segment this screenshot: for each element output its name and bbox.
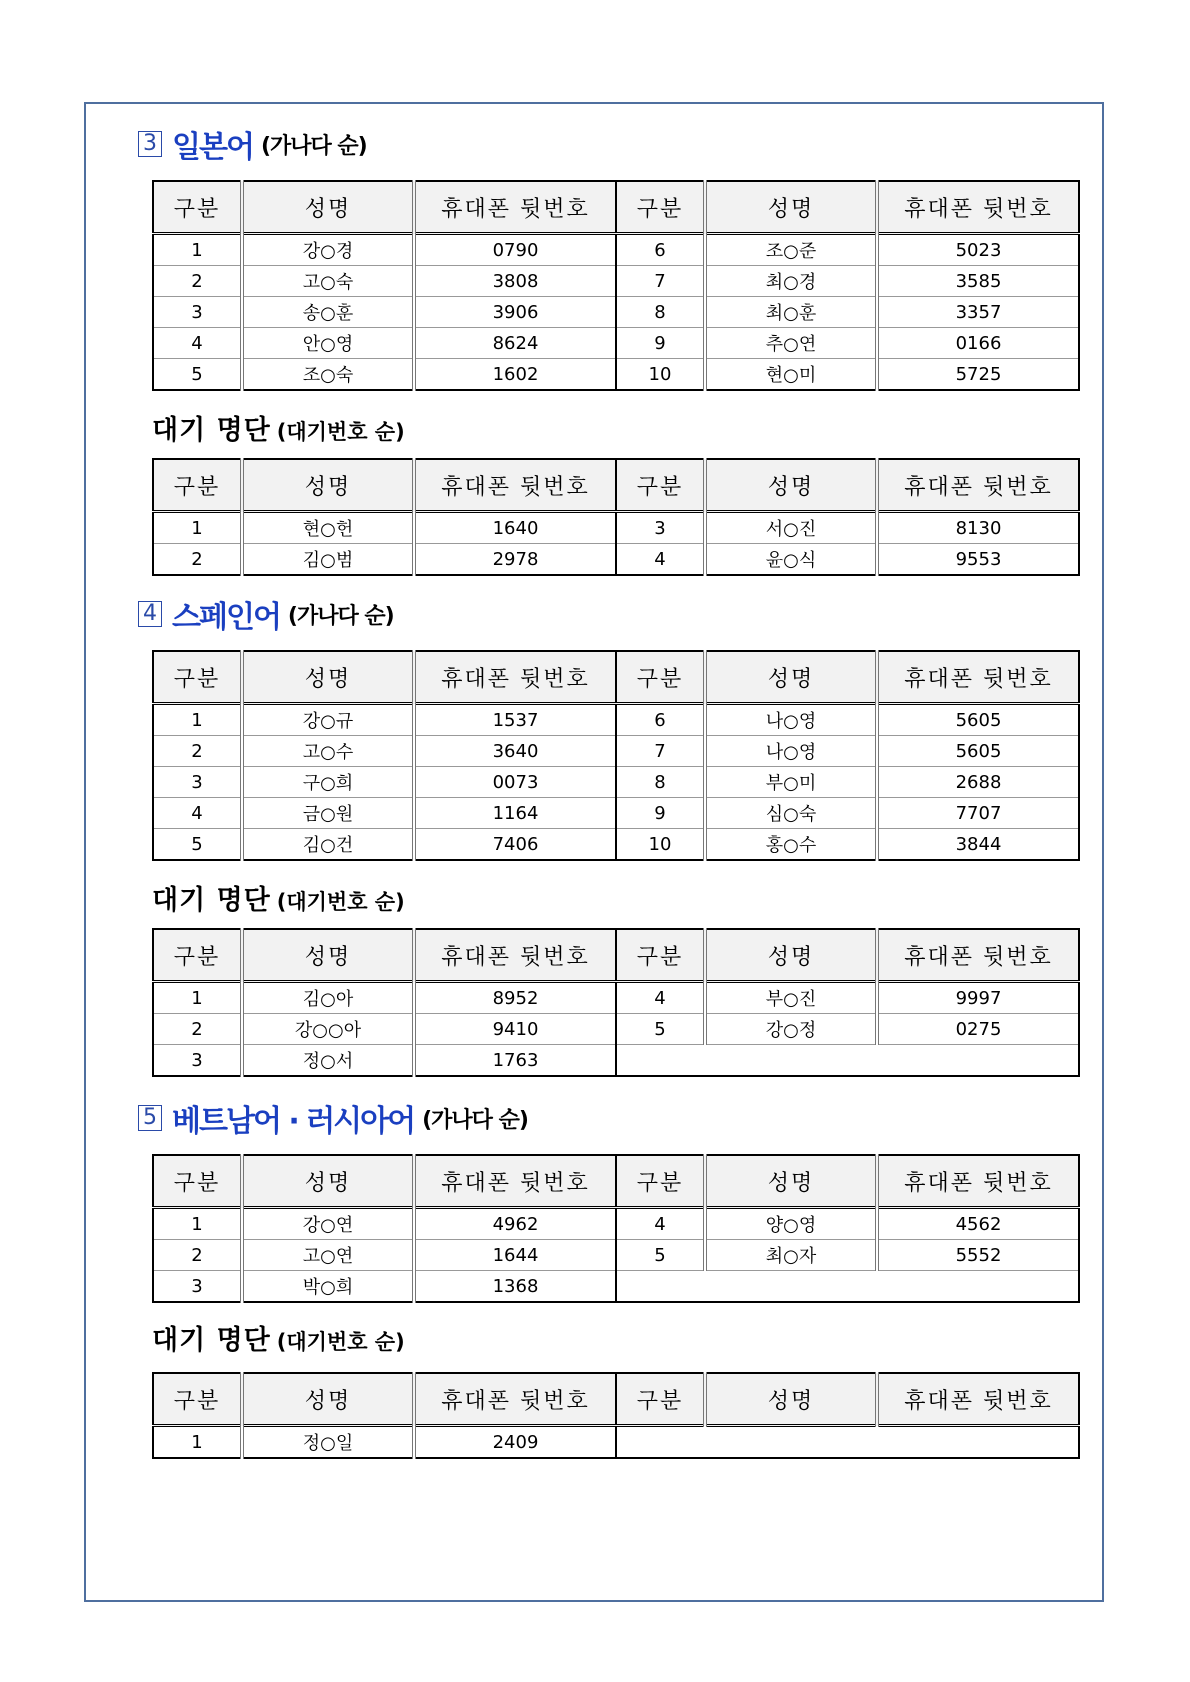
phone-suffix-cell: 5605 (877, 736, 1079, 767)
section-title-japanese (138, 124, 367, 164)
name-cell: 나○영 (705, 704, 877, 736)
name-cell: 부○진 (705, 982, 877, 1014)
column-header: 휴대폰 뒷번호 (414, 181, 616, 234)
phone-suffix-cell: 9410 (414, 1014, 616, 1045)
column-header: 성명 (242, 929, 414, 982)
name-cell: 조○준 (705, 234, 877, 266)
japanese-table (152, 180, 1080, 391)
row-number (616, 1045, 1079, 1077)
vietnamese-russian-table (152, 1154, 1080, 1303)
table-row (153, 1208, 1079, 1240)
row-number: 3 (153, 767, 242, 798)
section-name: 베트남어 · 러시아어 (172, 1104, 415, 1139)
waitlist-label: 대기 명단 (152, 885, 271, 916)
row-number: 2 (153, 1014, 242, 1045)
table-row (153, 736, 1079, 767)
table-row (153, 704, 1079, 736)
column-header: 휴대폰 뒷번호 (877, 1155, 1079, 1208)
name-cell: 고○수 (242, 736, 414, 767)
waitlist-sort-note: (대기번호 순) (276, 420, 405, 444)
column-header: 구분 (616, 459, 705, 512)
column-header: 구분 (153, 1373, 242, 1426)
column-header: 성명 (242, 1373, 414, 1426)
name-cell: 추○연 (705, 328, 877, 359)
phone-suffix-cell: 2409 (414, 1426, 616, 1459)
phone-suffix-cell: 1763 (414, 1045, 616, 1077)
row-number: 4 (616, 544, 705, 576)
phone-suffix-cell: 3357 (877, 297, 1079, 328)
row-number: 10 (616, 359, 705, 391)
row-number: 2 (153, 1240, 242, 1271)
name-cell: 김○건 (242, 829, 414, 861)
row-number: 10 (616, 829, 705, 861)
column-header: 휴대폰 뒷번호 (877, 651, 1079, 704)
name-cell: 서○진 (705, 512, 877, 544)
section-sort-note: (가나다 순) (287, 603, 394, 629)
table-row (153, 1271, 1079, 1303)
name-cell: 정○서 (242, 1045, 414, 1077)
row-number: 6 (616, 704, 705, 736)
vietnamese-russian-waitlist-table (152, 1372, 1080, 1459)
table-row (153, 982, 1079, 1014)
phone-suffix-cell: 9997 (877, 982, 1079, 1014)
column-header: 성명 (705, 181, 877, 234)
name-cell: 최○자 (705, 1240, 877, 1271)
row-number: 1 (153, 704, 242, 736)
phone-suffix-cell: 0073 (414, 767, 616, 798)
phone-suffix-cell: 5605 (877, 704, 1079, 736)
column-header: 휴대폰 뒷번호 (877, 929, 1079, 982)
phone-suffix-cell: 1640 (414, 512, 616, 544)
table-header-row (153, 929, 1079, 982)
waitlist-label: 대기 명단 (152, 1325, 271, 1356)
column-header: 성명 (705, 651, 877, 704)
name-cell: 최○경 (705, 266, 877, 297)
phone-suffix-cell: 7406 (414, 829, 616, 861)
table-row (153, 1045, 1079, 1077)
phone-suffix-cell: 1644 (414, 1240, 616, 1271)
row-number: 1 (153, 234, 242, 266)
phone-suffix-cell: 8130 (877, 512, 1079, 544)
section-number: 4 (138, 601, 162, 627)
row-number: 1 (153, 1208, 242, 1240)
section-name: 스페인어 (172, 600, 280, 635)
column-header: 구분 (153, 651, 242, 704)
column-header: 성명 (242, 651, 414, 704)
name-cell: 송○훈 (242, 297, 414, 328)
spanish-waitlist-table (152, 928, 1080, 1077)
row-number: 4 (616, 1208, 705, 1240)
phone-suffix-cell: 0166 (877, 328, 1079, 359)
row-number: 2 (153, 544, 242, 576)
table-row (153, 829, 1079, 861)
row-number: 3 (153, 1271, 242, 1303)
section-number: 3 (138, 131, 162, 157)
column-header: 휴대폰 뒷번호 (414, 1155, 616, 1208)
row-number: 5 (153, 829, 242, 861)
column-header: 구분 (616, 1373, 705, 1426)
name-cell: 심○숙 (705, 798, 877, 829)
name-cell: 홍○수 (705, 829, 877, 861)
name-cell: 양○영 (705, 1208, 877, 1240)
column-header: 휴대폰 뒷번호 (414, 651, 616, 704)
name-cell: 현○헌 (242, 512, 414, 544)
phone-suffix-cell: 9553 (877, 544, 1079, 576)
section-title-vietnamese-russian (138, 1098, 528, 1138)
phone-suffix-cell: 0790 (414, 234, 616, 266)
name-cell: 강○정 (705, 1014, 877, 1045)
row-number (616, 1271, 1079, 1303)
name-cell: 금○원 (242, 798, 414, 829)
table-row (153, 1426, 1079, 1459)
row-number: 5 (616, 1240, 705, 1271)
name-cell: 고○숙 (242, 266, 414, 297)
spanish-table (152, 650, 1080, 861)
row-number (616, 1426, 1079, 1459)
name-cell: 조○숙 (242, 359, 414, 391)
phone-suffix-cell: 8952 (414, 982, 616, 1014)
name-cell: 정○일 (242, 1426, 414, 1459)
phone-suffix-cell: 5552 (877, 1240, 1079, 1271)
name-cell: 김○범 (242, 544, 414, 576)
column-header: 성명 (705, 929, 877, 982)
section-title-spanish (138, 594, 394, 634)
phone-suffix-cell: 2688 (877, 767, 1079, 798)
waitlist-label: 대기 명단 (152, 415, 271, 446)
name-cell: 최○훈 (705, 297, 877, 328)
row-number: 1 (153, 1426, 242, 1459)
phone-suffix-cell: 1602 (414, 359, 616, 391)
waitlist-title-vietnamese-russian (152, 1318, 405, 1357)
section-name: 일본어 (172, 130, 253, 165)
name-cell: 강○규 (242, 704, 414, 736)
name-cell: 강○경 (242, 234, 414, 266)
table-header-row (153, 459, 1079, 512)
row-number: 6 (616, 234, 705, 266)
row-number: 5 (616, 1014, 705, 1045)
name-cell: 김○아 (242, 982, 414, 1014)
waitlist-sort-note: (대기번호 순) (276, 1330, 405, 1354)
column-header: 성명 (242, 181, 414, 234)
row-number: 2 (153, 736, 242, 767)
table-row (153, 544, 1079, 576)
column-header: 구분 (153, 181, 242, 234)
table-header-row (153, 1155, 1079, 1208)
column-header: 구분 (153, 1155, 242, 1208)
phone-suffix-cell: 3906 (414, 297, 616, 328)
row-number: 3 (153, 297, 242, 328)
row-number: 4 (616, 982, 705, 1014)
column-header: 구분 (616, 651, 705, 704)
column-header: 성명 (242, 459, 414, 512)
column-header: 휴대폰 뒷번호 (414, 1373, 616, 1426)
row-number: 1 (153, 982, 242, 1014)
row-number: 2 (153, 266, 242, 297)
name-cell: 고○연 (242, 1240, 414, 1271)
column-header: 구분 (616, 929, 705, 982)
column-header: 성명 (705, 1373, 877, 1426)
column-header: 휴대폰 뒷번호 (414, 459, 616, 512)
section-sort-note: (가나다 순) (422, 1107, 528, 1133)
name-cell: 강○○아 (242, 1014, 414, 1045)
name-cell: 구○희 (242, 767, 414, 798)
table-row (153, 1240, 1079, 1271)
table-row (153, 798, 1079, 829)
column-header: 구분 (153, 459, 242, 512)
waitlist-sort-note: (대기번호 순) (276, 890, 405, 914)
row-number: 9 (616, 798, 705, 829)
name-cell: 현○미 (705, 359, 877, 391)
phone-suffix-cell: 7707 (877, 798, 1079, 829)
row-number: 8 (616, 767, 705, 798)
phone-suffix-cell: 1368 (414, 1271, 616, 1303)
table-row (153, 234, 1079, 266)
table-row (153, 767, 1079, 798)
waitlist-title-spanish (152, 878, 405, 917)
name-cell: 나○영 (705, 736, 877, 767)
row-number: 5 (153, 359, 242, 391)
column-header: 구분 (616, 1155, 705, 1208)
japanese-waitlist-table (152, 458, 1080, 576)
row-number: 7 (616, 736, 705, 767)
column-header: 휴대폰 뒷번호 (877, 459, 1079, 512)
phone-suffix-cell: 3585 (877, 266, 1079, 297)
phone-suffix-cell: 3640 (414, 736, 616, 767)
name-cell: 윤○식 (705, 544, 877, 576)
phone-suffix-cell: 0275 (877, 1014, 1079, 1045)
table-row (153, 359, 1079, 391)
row-number: 3 (153, 1045, 242, 1077)
phone-suffix-cell: 4962 (414, 1208, 616, 1240)
column-header: 성명 (705, 1155, 877, 1208)
name-cell: 부○미 (705, 767, 877, 798)
table-header-row (153, 651, 1079, 704)
table-row (153, 297, 1079, 328)
column-header: 구분 (616, 181, 705, 234)
name-cell: 안○영 (242, 328, 414, 359)
column-header: 휴대폰 뒷번호 (877, 1373, 1079, 1426)
row-number: 4 (153, 328, 242, 359)
table-row (153, 266, 1079, 297)
phone-suffix-cell: 3844 (877, 829, 1079, 861)
column-header: 성명 (242, 1155, 414, 1208)
table-header-row (153, 1373, 1079, 1426)
column-header: 휴대폰 뒷번호 (414, 929, 616, 982)
row-number: 7 (616, 266, 705, 297)
row-number: 1 (153, 512, 242, 544)
phone-suffix-cell: 5023 (877, 234, 1079, 266)
column-header: 성명 (705, 459, 877, 512)
section-sort-note: (가나다 순) (260, 133, 367, 159)
table-header-row (153, 181, 1079, 234)
phone-suffix-cell: 3808 (414, 266, 616, 297)
row-number: 4 (153, 798, 242, 829)
row-number: 3 (616, 512, 705, 544)
phone-suffix-cell: 2978 (414, 544, 616, 576)
table-row (153, 512, 1079, 544)
phone-suffix-cell: 8624 (414, 328, 616, 359)
phone-suffix-cell: 4562 (877, 1208, 1079, 1240)
name-cell: 박○희 (242, 1271, 414, 1303)
column-header: 구분 (153, 929, 242, 982)
phone-suffix-cell: 5725 (877, 359, 1079, 391)
name-cell: 강○연 (242, 1208, 414, 1240)
row-number: 9 (616, 328, 705, 359)
table-row (153, 1014, 1079, 1045)
table-row (153, 328, 1079, 359)
phone-suffix-cell: 1537 (414, 704, 616, 736)
waitlist-title-japanese (152, 408, 405, 447)
column-header: 휴대폰 뒷번호 (877, 181, 1079, 234)
phone-suffix-cell: 1164 (414, 798, 616, 829)
section-number: 5 (138, 1105, 162, 1131)
row-number: 8 (616, 297, 705, 328)
